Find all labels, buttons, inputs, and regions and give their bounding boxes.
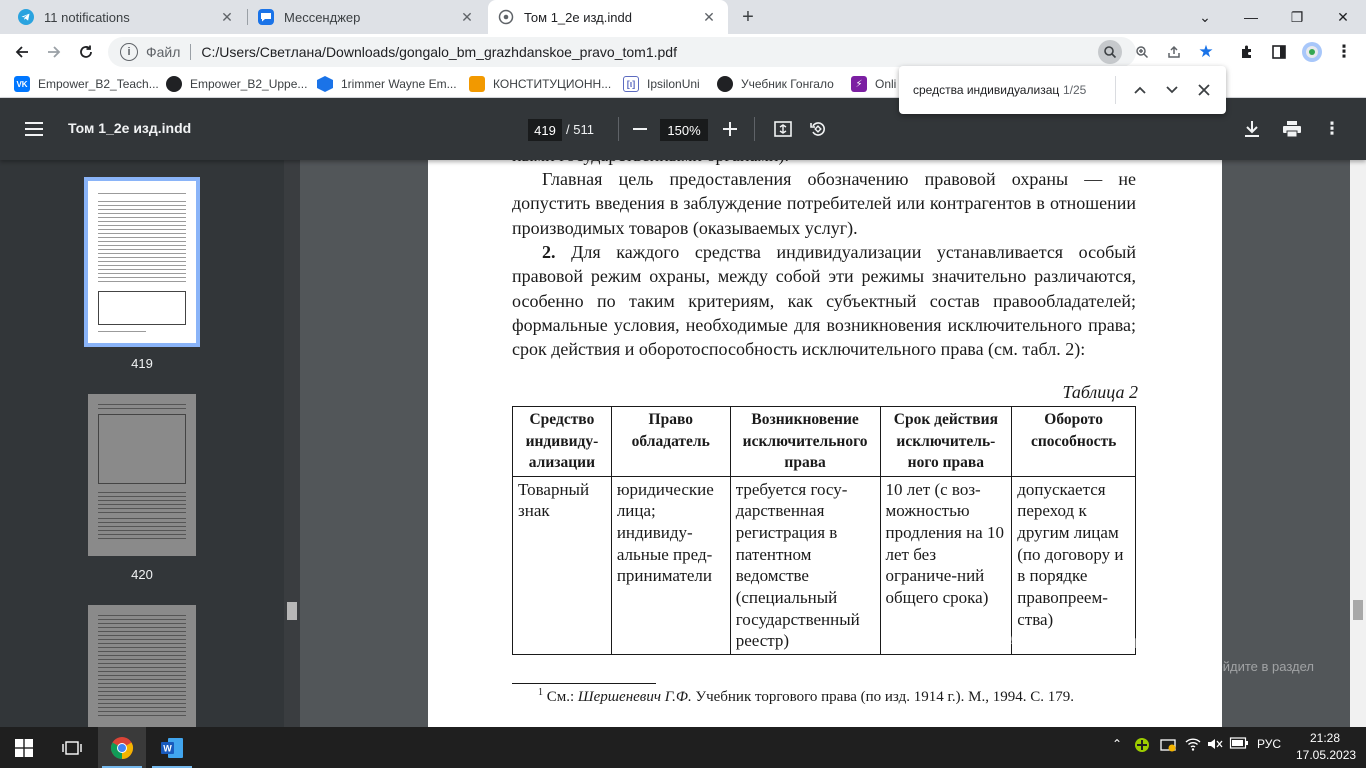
paragraph-number: 2.	[542, 242, 556, 262]
battery-icon[interactable]	[1230, 737, 1248, 752]
minus-icon	[633, 128, 647, 130]
table-header-cell: Срок действия исключитель-ного права	[880, 407, 1012, 477]
document-title: Том 1_2е изд.indd	[68, 120, 192, 136]
rotate-icon	[809, 120, 827, 138]
tab-strip	[0, 0, 1366, 34]
globe-icon	[498, 9, 514, 25]
footnote-prefix: См.:	[546, 689, 575, 705]
close-icon[interactable]: ✕	[461, 8, 473, 25]
zoom-icon[interactable]	[1130, 40, 1154, 64]
watermark-title: Активация Windows	[1007, 632, 1183, 653]
bookmark-label: Учебник Гонгало	[741, 77, 834, 91]
paragraph-1: Главная цель предоставления обозначению правовой охраны — не допустить введения в заблуждение потребителей или контрагентов в отношении производимых товаров (оказываемых услуг).	[512, 169, 1136, 238]
task-view-icon	[62, 740, 82, 756]
table-header-cell: Средство индивиду-ализации	[513, 407, 612, 477]
fit-page-button[interactable]	[771, 117, 795, 141]
bookmark-label: 1rimmer Wayne Em...	[341, 77, 457, 91]
bookmark-site-icon	[469, 76, 485, 92]
restore-button[interactable]: ❐	[1290, 8, 1304, 25]
table-cell: Товарный знак	[513, 476, 612, 655]
bookmark-item[interactable]	[166, 74, 307, 94]
rotate-button[interactable]	[806, 117, 830, 141]
find-match-count: 1/25	[1063, 83, 1087, 97]
thumbnail-page-number: 419	[131, 356, 153, 371]
tab-title: Мессенджер	[284, 9, 361, 25]
find-input[interactable]: средства индивидуализац	[913, 83, 1060, 97]
url-text[interactable]: C:/Users/Светлана/Downloads/gongalo_bm_grazhdanskoe_pravo_tom1.pdf	[201, 44, 677, 60]
scrollbar-thumb[interactable]	[1353, 600, 1363, 620]
side-panel-button[interactable]	[1265, 38, 1293, 66]
wifi-icon[interactable]	[1185, 737, 1201, 754]
back-button[interactable]	[8, 38, 36, 66]
footnote-text: Учебник торгового права (по изд. 1914 г.). М., 1994. С. 179.	[695, 689, 1075, 705]
plus-icon	[723, 122, 737, 136]
close-icon	[1198, 84, 1210, 96]
chrome-icon	[110, 736, 134, 760]
tray-app-icon[interactable]	[1134, 737, 1150, 756]
info-icon[interactable]: i	[120, 43, 138, 61]
globe-icon	[717, 76, 733, 92]
share-icon[interactable]	[1162, 40, 1186, 64]
windows-activation-watermark	[1007, 632, 1337, 697]
footnote	[538, 687, 1074, 706]
tab-messenger[interactable]	[248, 0, 486, 34]
zoom-level-input[interactable]: 150%	[660, 119, 708, 141]
table-row	[513, 476, 1136, 655]
bookmark-label: Empower_B2_Teach...	[38, 77, 159, 91]
close-icon[interactable]: ✕	[703, 8, 715, 25]
url-separator	[190, 44, 191, 60]
footnote-mark: 1	[538, 687, 543, 698]
bookmark-item[interactable]	[851, 74, 896, 94]
zoom-in-button[interactable]	[718, 117, 742, 141]
table-cell: 10 лет (с воз-можностью продления на 10 лет без ограниче-ний общего срока)	[880, 476, 1012, 655]
page-number-input[interactable]: 419	[528, 119, 562, 141]
globe-icon	[166, 76, 182, 92]
close-icon[interactable]: ✕	[221, 8, 233, 25]
forward-button[interactable]	[40, 38, 68, 66]
table-caption: Таблица 2	[1062, 382, 1138, 402]
find-lens-icon[interactable]	[1098, 40, 1122, 64]
table-header-cell: Оборото способность	[1012, 407, 1136, 477]
minimize-button[interactable]: —	[1244, 9, 1258, 25]
footnote-rule	[512, 683, 656, 684]
bookmark-item[interactable]	[717, 74, 834, 94]
scrollbar-thumb[interactable]	[287, 602, 297, 620]
fit-to-page-icon	[774, 121, 792, 137]
paragraph-2: 2. Для каждого средства индивидуализации устанавливается особый правовой режим охраны, между собой эти режимы значительно различаются, особенно по таким критериям, как субъектный состав правообладателей; формальные условия, необходимые для возникновения исключительного права; срок действия и оборотоспособность исключительного права (см. табл. 2):	[512, 242, 1137, 360]
thumbnail-page-number: 420	[131, 567, 153, 582]
bookmark-star-icon[interactable]: ★	[1198, 42, 1214, 61]
reload-button[interactable]	[72, 38, 100, 66]
watermark-text: Чтобы активировать Windows, перейдите в раздел "Параметры".	[1007, 659, 1314, 694]
kebab-menu-icon: ⋮	[1323, 119, 1341, 138]
sidebar-scrollbar[interactable]	[284, 160, 300, 727]
table-header-row	[513, 407, 1136, 477]
page-thumbnail[interactable]	[88, 181, 196, 343]
print-button[interactable]	[1280, 117, 1304, 141]
table-cell: требуется госу-дарственная регистрация в патентном ведомстве (специальный государственный реестр)	[730, 476, 880, 655]
viewer-scrollbar[interactable]	[1350, 160, 1366, 727]
page-total: / 511	[566, 122, 594, 137]
kebab-menu-icon: ⋮	[1335, 42, 1353, 61]
bolt-icon: ⚡	[851, 76, 867, 92]
find-close-button[interactable]	[1188, 74, 1220, 106]
tab-search-chevron-icon[interactable]: ⌄	[1199, 8, 1211, 25]
messenger-icon	[258, 9, 274, 25]
new-tab-button[interactable]: +	[742, 5, 754, 28]
extensions-button[interactable]	[1233, 38, 1261, 66]
page-thumbnail[interactable]	[88, 394, 196, 556]
hamburger-menu-icon	[25, 122, 43, 136]
tab-title: 11 notifications	[44, 9, 130, 25]
bookmark-label: Onli	[875, 77, 897, 91]
arrow-right-icon	[46, 44, 62, 60]
menu-button[interactable]	[1330, 38, 1358, 66]
clock-time: 21:28	[1309, 731, 1341, 745]
tab-notifications[interactable]	[8, 0, 246, 34]
bookmark-item[interactable]	[469, 74, 611, 94]
bookmark-item[interactable]	[14, 74, 159, 94]
clock-date: 17.05.2023	[1296, 748, 1357, 762]
volume-muted-icon[interactable]	[1207, 737, 1223, 754]
arrow-left-icon	[14, 44, 30, 60]
download-button[interactable]	[1240, 117, 1264, 141]
word-icon	[160, 737, 184, 759]
language-indicator[interactable]: РУС	[1257, 737, 1282, 751]
url-scheme: Файл	[146, 44, 181, 60]
bookmark-label: Empower_B2_Uppe...	[190, 77, 308, 91]
bookmark-item[interactable]	[623, 74, 700, 94]
table-cell: допускается переход к другим лицам (по договору и в порядке правопреем-ства)	[1012, 476, 1136, 655]
zoom-out-button[interactable]	[628, 117, 652, 141]
rights-table	[512, 406, 1136, 655]
vk-icon: VK	[14, 76, 30, 92]
bookmark-label: КОНСТИТУЦИОНН...	[493, 77, 612, 91]
bookmark-item[interactable]	[317, 74, 457, 94]
start-button[interactable]	[0, 727, 48, 768]
task-view-button[interactable]	[48, 727, 96, 768]
avatar-icon	[1301, 41, 1323, 63]
windows-logo-icon	[15, 739, 33, 757]
toolbar-separator	[754, 117, 755, 141]
toolbar-separator	[618, 117, 619, 141]
browser-toolbar	[0, 34, 1366, 70]
download-icon	[1245, 121, 1259, 137]
svg-text:W: W	[163, 743, 172, 753]
find-next-button[interactable]	[1156, 74, 1188, 106]
printer-icon	[1283, 121, 1301, 137]
tab-pdf[interactable]	[488, 0, 728, 34]
tray-alert-icon[interactable]	[1160, 737, 1176, 756]
find-separator	[1115, 76, 1116, 104]
taskbar-clock[interactable]	[1296, 730, 1357, 764]
thumbnail-sidebar	[0, 160, 284, 727]
footnote-author: Шершеневич Г.Ф.	[577, 689, 692, 705]
chevron-up-icon	[1134, 86, 1146, 94]
table-cell: юридические лица; индивиду-альные пред-приниматели	[611, 476, 730, 655]
hexagon-icon	[317, 76, 333, 92]
tab-title: Том 1_2е изд.indd	[524, 9, 632, 25]
taskbar-chrome[interactable]	[98, 727, 146, 768]
find-bar	[899, 66, 1226, 114]
chevron-down-icon	[1166, 86, 1178, 94]
tray-chevron-up-icon[interactable]: ⌃	[1112, 737, 1123, 751]
bookmark-label: IpsilonUni	[647, 77, 700, 91]
table-header-cell: Возникновение исключительного права	[730, 407, 880, 477]
windows-taskbar	[0, 727, 1366, 768]
side-panel-icon	[1271, 44, 1287, 60]
sidebar-toggle-button[interactable]	[22, 117, 46, 141]
pdf-more-button[interactable]	[1320, 117, 1344, 141]
address-bar[interactable]	[108, 37, 1214, 67]
telegram-icon	[18, 9, 34, 25]
find-previous-button[interactable]	[1124, 74, 1156, 106]
table-header-cell: Право обладатель	[611, 407, 730, 477]
reload-icon	[78, 44, 94, 60]
taskbar-word[interactable]	[148, 727, 196, 768]
puzzle-icon	[1239, 44, 1255, 60]
profile-avatar[interactable]	[1298, 38, 1326, 66]
ipsilon-icon: [ι]	[623, 76, 639, 92]
close-window-button[interactable]: ✕	[1337, 8, 1349, 25]
